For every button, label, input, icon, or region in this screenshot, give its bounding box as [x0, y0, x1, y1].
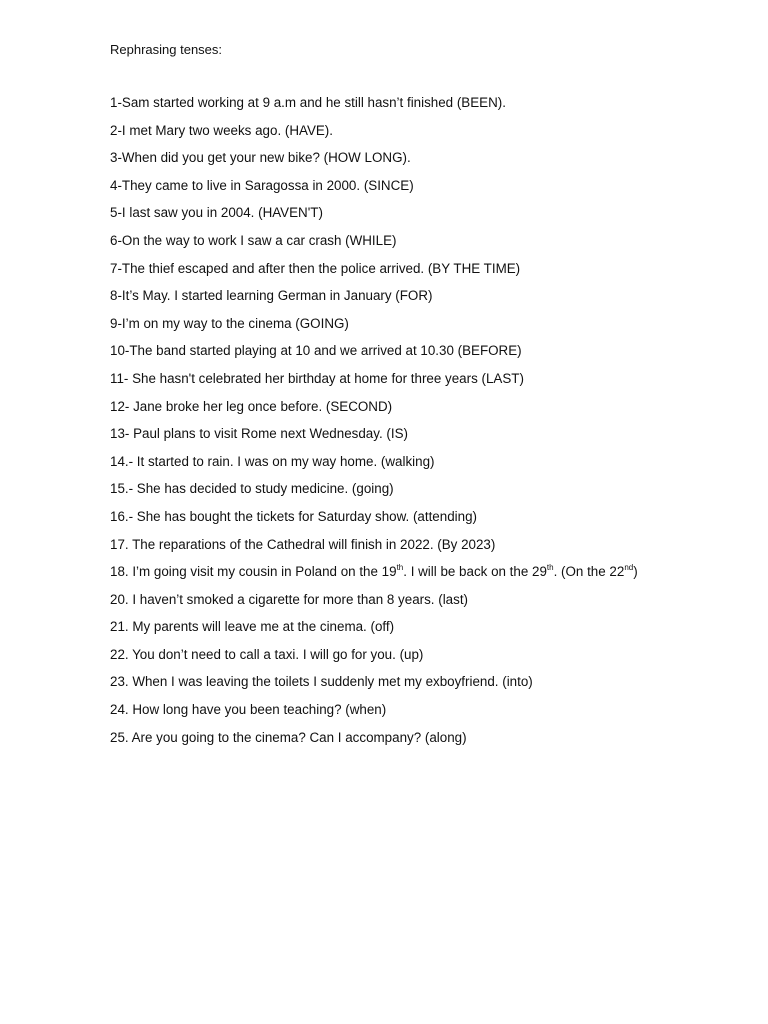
exercise-line	[110, 564, 750, 592]
exercise-text: 12- Jane broke her leg once before. (SECOND)	[110, 398, 393, 414]
exercise-line	[110, 647, 750, 675]
exercise-line	[110, 261, 750, 289]
ordinal-suffix: th	[546, 562, 554, 572]
exercise-text: 23. When I was leaving the toilets I suddenly met my exboyfriend. (into)	[110, 674, 533, 690]
exercise-line	[110, 481, 750, 509]
exercise-text: 13- Paul plans to visit Rome next Wednesday. (IS)	[110, 426, 408, 442]
exercise-line	[110, 674, 750, 702]
exercise-line	[110, 619, 750, 647]
exercise-line	[110, 205, 750, 233]
exercise-text: 5-I last saw you in 2004. (HAVEN'T)	[110, 205, 323, 221]
exercise-line	[110, 537, 750, 565]
exercise-text: 1-Sam started working at 9 a.m and he still hasn’t finished (BEEN).	[110, 95, 506, 110]
exercise-text: 4-They came to live in Saragossa in 2000. (SINCE)	[110, 177, 414, 193]
exercise-text: )	[633, 564, 638, 580]
exercise-line	[110, 454, 750, 482]
exercise-line	[110, 371, 750, 399]
exercise-text: 22. You don’t need to call a taxi. I will go for you. (up)	[110, 646, 424, 662]
exercise-list	[110, 95, 750, 757]
exercise-text: 17. The reparations of the Cathedral will finish in 2022. (By 2023)	[110, 536, 496, 552]
exercise-line	[110, 343, 750, 371]
exercise-line	[110, 702, 750, 730]
ordinal-suffix: nd	[624, 562, 634, 572]
exercise-text: 18. I’m going visit my cousin in Poland on the 19	[110, 564, 397, 580]
exercise-line	[110, 95, 750, 123]
exercise-text: 8-It’s May. I started learning German in January (FOR)	[110, 288, 433, 304]
exercise-line	[110, 426, 750, 454]
exercise-line	[110, 288, 750, 316]
exercise-line	[110, 592, 750, 620]
ordinal-suffix: th	[396, 562, 404, 572]
exercise-text: 3-When did you get your new bike? (HOW LONG).	[110, 150, 411, 166]
exercise-line	[110, 150, 750, 178]
exercise-line	[110, 509, 750, 537]
exercise-text: 20. I haven’t smoked a cigarette for more than 8 years. (last)	[110, 591, 468, 607]
exercise-text: 16.- She has bought the tickets for Saturday show. (attending)	[110, 508, 477, 524]
exercise-line	[110, 730, 750, 758]
exercise-text: 24. How long have you been teaching? (when)	[110, 702, 387, 718]
exercise-text: 15.- She has decided to study medicine. (going)	[110, 481, 394, 497]
exercise-text: 2-I met Mary two weeks ago. (HAVE).	[110, 122, 333, 138]
exercise-text: 21. My parents will leave me at the cinema. (off)	[110, 619, 395, 635]
exercise-text: 7-The thief escaped and after then the police arrived. (BY THE TIME)	[110, 260, 521, 276]
exercise-line	[110, 399, 750, 427]
exercise-text: . I will be back on the 29	[403, 564, 547, 580]
exercise-line	[110, 316, 750, 344]
exercise-text: 6-On the way to work I saw a car crash (WHILE)	[110, 232, 397, 248]
exercise-text: 25. Are you going to the cinema? Can I accompany? (along)	[110, 729, 467, 745]
exercise-text: 10-The band started playing at 10 and we arrived at 10.30 (BEFORE)	[110, 343, 522, 359]
exercise-line	[110, 233, 750, 261]
exercise-text: 9-I’m on my way to the cinema (GOING)	[110, 315, 349, 331]
exercise-line	[110, 178, 750, 206]
exercise-line	[110, 123, 750, 151]
exercise-text: 11- She hasn't celebrated her birthday at home for three years (LAST)	[110, 370, 524, 386]
document-title: Rephrasing tenses:	[110, 42, 223, 57]
exercise-text: . (On the 22	[553, 564, 625, 580]
exercise-text: 14.- It started to rain. I was on my way home. (walking)	[110, 453, 435, 469]
